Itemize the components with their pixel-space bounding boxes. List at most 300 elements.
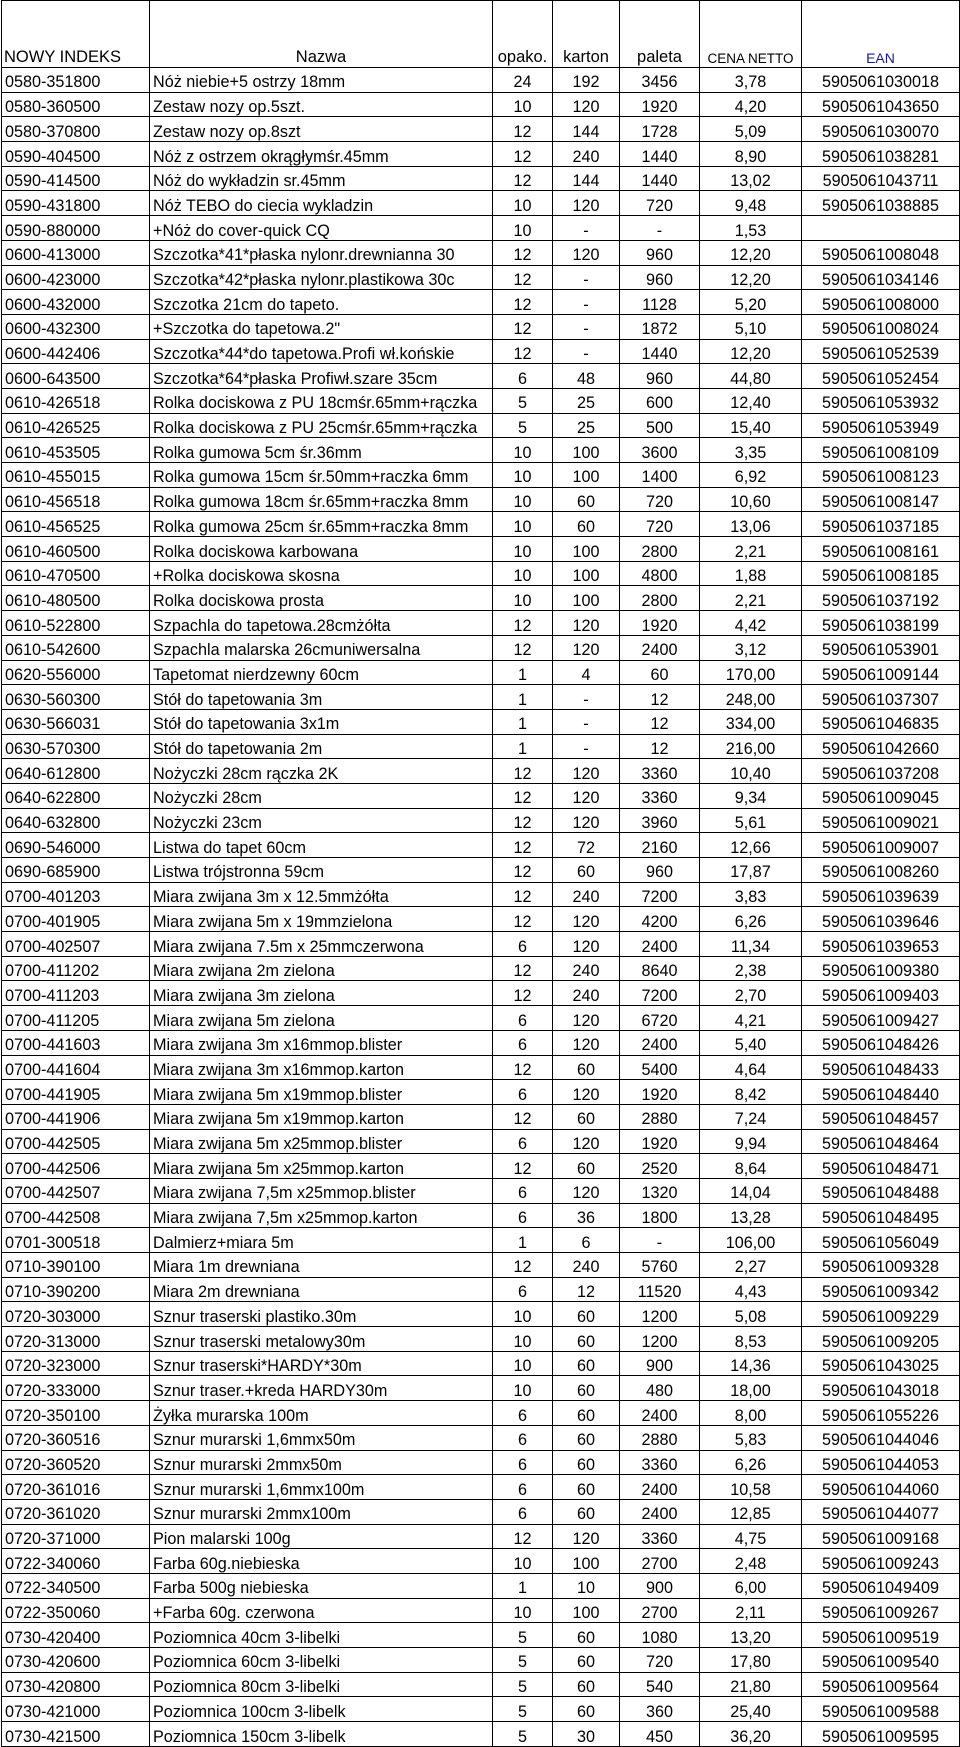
cell-index: 0730-420800 (2, 1672, 150, 1697)
cell-price: 8,42 (700, 1080, 802, 1105)
cell-pallet: 4800 (620, 561, 700, 586)
cell-carton: - (553, 290, 620, 315)
cell-ean: 5905061048495 (802, 1203, 960, 1228)
table-row (2, 734, 960, 759)
cell-pack: 12 (493, 1104, 553, 1129)
cell-carton: 4 (553, 660, 620, 685)
cell-pack: 5 (493, 1697, 553, 1722)
cell-index: 0720-361020 (2, 1499, 150, 1524)
table-row (2, 561, 960, 586)
cell-ean: 5905061009328 (802, 1253, 960, 1278)
table-row (2, 438, 960, 463)
cell-pallet: 3456 (620, 68, 700, 93)
cell-price: 15,40 (700, 413, 802, 438)
table-row (2, 685, 960, 710)
cell-index: 0700-442508 (2, 1203, 150, 1228)
cell-carton: - (553, 709, 620, 734)
cell-pack: 1 (493, 734, 553, 759)
cell-index: 0730-421000 (2, 1697, 150, 1722)
header-name: Nazwa (150, 1, 493, 68)
cell-carton: - (553, 216, 620, 241)
cell-price: 12,85 (700, 1499, 802, 1524)
cell-name: Nóż niebie+5 ostrzy 18mm (150, 68, 493, 93)
cell-ean: 5905061037185 (802, 512, 960, 537)
cell-pallet: 960 (620, 858, 700, 883)
cell-carton: 12 (553, 1277, 620, 1302)
cell-index: 0710-390200 (2, 1277, 150, 1302)
table-row (2, 709, 960, 734)
cell-pack: 12 (493, 759, 553, 784)
cell-pallet: 1920 (620, 1129, 700, 1154)
cell-pallet: 1128 (620, 290, 700, 315)
cell-pallet: 2700 (620, 1549, 700, 1574)
table-row (2, 1376, 960, 1401)
cell-ean: 5905061008024 (802, 314, 960, 339)
cell-ean: 5905061044077 (802, 1499, 960, 1524)
cell-index: 0722-340500 (2, 1573, 150, 1598)
header-pallet: paleta (620, 1, 700, 68)
cell-price: 10,58 (700, 1475, 802, 1500)
cell-ean: 5905061048464 (802, 1129, 960, 1154)
cell-pack: 1 (493, 709, 553, 734)
cell-index: 0610-456525 (2, 512, 150, 537)
cell-carton: - (553, 734, 620, 759)
cell-name: Rolka dociskowa prosta (150, 586, 493, 611)
cell-index: 0720-360516 (2, 1425, 150, 1450)
cell-index: 0720-361016 (2, 1475, 150, 1500)
cell-name: Miara zwijana 3m x16mmop.blister (150, 1030, 493, 1055)
cell-price: 18,00 (700, 1376, 802, 1401)
cell-pack: 10 (493, 191, 553, 216)
cell-index: 0610-522800 (2, 611, 150, 636)
cell-pallet: 1320 (620, 1178, 700, 1203)
cell-ean: 5905061009564 (802, 1672, 960, 1697)
cell-name: Miara zwijana 5m x19mmop.karton (150, 1104, 493, 1129)
cell-pallet: 2800 (620, 537, 700, 562)
table-row (2, 1672, 960, 1697)
cell-name: Szczotka 21cm do tapeto. (150, 290, 493, 315)
cell-ean: 5905061009007 (802, 833, 960, 858)
cell-ean: 5905061037192 (802, 586, 960, 611)
cell-index: 0600-432300 (2, 314, 150, 339)
table-row (2, 512, 960, 537)
cell-ean: 5905061053901 (802, 635, 960, 660)
cell-price: 3,83 (700, 882, 802, 907)
cell-pack: 10 (493, 1351, 553, 1376)
cell-ean: 5905061030018 (802, 68, 960, 93)
table-row (2, 487, 960, 512)
cell-price: 12,20 (700, 265, 802, 290)
cell-index: 0600-442406 (2, 339, 150, 364)
cell-name: Farba 500g niebieska (150, 1573, 493, 1598)
cell-carton: 60 (553, 1475, 620, 1500)
table-row (2, 1302, 960, 1327)
cell-pallet: 1080 (620, 1623, 700, 1648)
cell-ean: 5905061008123 (802, 463, 960, 488)
cell-ean: 5905061008185 (802, 561, 960, 586)
cell-name: Szczotka*42*płaska nylonr.plastikowa 30c (150, 265, 493, 290)
cell-name: Poziomnica 150cm 3-libelk (150, 1722, 493, 1747)
cell-pack: 12 (493, 1055, 553, 1080)
cell-pack: 12 (493, 907, 553, 932)
cell-index: 0610-455015 (2, 463, 150, 488)
cell-name: Nożyczki 28cm rączka 2K (150, 759, 493, 784)
cell-name: Miara zwijana 5m zielona (150, 1006, 493, 1031)
header-price: CENA NETTO (700, 1, 802, 68)
cell-pallet: 5760 (620, 1253, 700, 1278)
cell-name: Dalmierz+miara 5m (150, 1228, 493, 1253)
cell-carton: - (553, 339, 620, 364)
cell-carton: 6 (553, 1228, 620, 1253)
cell-pallet: 3360 (620, 759, 700, 784)
cell-pack: 6 (493, 1203, 553, 1228)
cell-carton: 60 (553, 1376, 620, 1401)
cell-price: 5,40 (700, 1030, 802, 1055)
cell-pallet: 2880 (620, 1425, 700, 1450)
cell-name: Miara zwijana 5m x25mmop.karton (150, 1154, 493, 1179)
cell-carton: 120 (553, 759, 620, 784)
cell-pallet: 12 (620, 709, 700, 734)
cell-pack: 10 (493, 1549, 553, 1574)
cell-index: 0600-643500 (2, 364, 150, 389)
cell-pack: 6 (493, 1401, 553, 1426)
cell-price: 9,34 (700, 783, 802, 808)
cell-pack: 10 (493, 463, 553, 488)
cell-price: 5,83 (700, 1425, 802, 1450)
cell-index: 0630-560300 (2, 685, 150, 710)
cell-index: 0590-431800 (2, 191, 150, 216)
cell-price: 2,48 (700, 1549, 802, 1574)
cell-name: Nożyczki 23cm (150, 808, 493, 833)
cell-pallet: 3360 (620, 1524, 700, 1549)
cell-carton: 120 (553, 1080, 620, 1105)
table-row (2, 290, 960, 315)
cell-index: 0720-323000 (2, 1351, 150, 1376)
cell-pallet: 6720 (620, 1006, 700, 1031)
cell-price: 17,80 (700, 1648, 802, 1673)
table-row (2, 981, 960, 1006)
cell-ean: 5905061048440 (802, 1080, 960, 1105)
cell-pack: 12 (493, 1154, 553, 1179)
cell-price: 36,20 (700, 1722, 802, 1747)
cell-index: 0600-432000 (2, 290, 150, 315)
cell-carton: 48 (553, 364, 620, 389)
cell-name: Nożyczki 28cm (150, 783, 493, 808)
cell-index: 0700-411203 (2, 981, 150, 1006)
cell-name: Sznur traser.+kreda HARDY30m (150, 1376, 493, 1401)
cell-pallet: 720 (620, 191, 700, 216)
cell-pallet: 1440 (620, 142, 700, 167)
cell-carton: 100 (553, 1598, 620, 1623)
cell-pallet: 720 (620, 487, 700, 512)
cell-index: 0720-360520 (2, 1450, 150, 1475)
cell-index: 0722-340060 (2, 1549, 150, 1574)
cell-index: 0590-880000 (2, 216, 150, 241)
cell-pallet: 900 (620, 1573, 700, 1598)
cell-price: 13,06 (700, 512, 802, 537)
cell-ean: 5905061008161 (802, 537, 960, 562)
cell-pack: 10 (493, 487, 553, 512)
table-body (2, 68, 960, 1747)
cell-pallet: 960 (620, 364, 700, 389)
cell-carton: 120 (553, 635, 620, 660)
cell-pallet: 2800 (620, 586, 700, 611)
table-row (2, 1598, 960, 1623)
cell-index: 0720-333000 (2, 1376, 150, 1401)
cell-name: Rolka gumowa 5cm śr.36mm (150, 438, 493, 463)
cell-ean (802, 216, 960, 241)
cell-ean: 5905061009380 (802, 956, 960, 981)
cell-ean: 5905061056049 (802, 1228, 960, 1253)
cell-price: 1,53 (700, 216, 802, 241)
cell-price: 13,28 (700, 1203, 802, 1228)
cell-carton: 100 (553, 463, 620, 488)
cell-pallet: - (620, 216, 700, 241)
cell-carton: 240 (553, 882, 620, 907)
cell-pack: 5 (493, 413, 553, 438)
cell-price: 216,00 (700, 734, 802, 759)
cell-price: 4,43 (700, 1277, 802, 1302)
cell-index: 0730-420400 (2, 1623, 150, 1648)
table-row (2, 1055, 960, 1080)
cell-pack: 10 (493, 561, 553, 586)
cell-price: 44,80 (700, 364, 802, 389)
cell-index: 0700-411205 (2, 1006, 150, 1031)
cell-price: 5,08 (700, 1302, 802, 1327)
cell-pack: 6 (493, 1080, 553, 1105)
cell-price: 4,21 (700, 1006, 802, 1031)
cell-price: 25,40 (700, 1697, 802, 1722)
cell-pack: 6 (493, 1425, 553, 1450)
cell-carton: 100 (553, 537, 620, 562)
cell-name: Rolka dociskowa z PU 25cmśr.65mm+rączka (150, 413, 493, 438)
cell-name: Pion malarski 100g (150, 1524, 493, 1549)
cell-index: 0700-401905 (2, 907, 150, 932)
cell-price: 4,64 (700, 1055, 802, 1080)
table-row (2, 1524, 960, 1549)
cell-pack: 5 (493, 1672, 553, 1697)
cell-carton: 60 (553, 1154, 620, 1179)
cell-price: 7,24 (700, 1104, 802, 1129)
cell-pack: 5 (493, 1648, 553, 1673)
cell-carton: 36 (553, 1203, 620, 1228)
cell-index: 0700-441906 (2, 1104, 150, 1129)
cell-pack: 12 (493, 808, 553, 833)
table-row (2, 1253, 960, 1278)
cell-price: 248,00 (700, 685, 802, 710)
cell-pack: 5 (493, 1623, 553, 1648)
cell-pallet: 5400 (620, 1055, 700, 1080)
cell-carton: - (553, 685, 620, 710)
table-row (2, 1178, 960, 1203)
cell-price: 6,92 (700, 463, 802, 488)
table-row (2, 1277, 960, 1302)
cell-price: 106,00 (700, 1228, 802, 1253)
cell-pack: 10 (493, 438, 553, 463)
cell-name: Sznur traserski plastiko.30m (150, 1302, 493, 1327)
cell-carton: 120 (553, 92, 620, 117)
table-row (2, 1475, 960, 1500)
cell-price: 6,26 (700, 907, 802, 932)
cell-carton: 60 (553, 1401, 620, 1426)
cell-ean: 5905061048471 (802, 1154, 960, 1179)
table-row (2, 1499, 960, 1524)
cell-pallet: 12 (620, 734, 700, 759)
table-row (2, 1327, 960, 1352)
table-row (2, 1401, 960, 1426)
cell-pack: 1 (493, 660, 553, 685)
cell-pack: 12 (493, 1253, 553, 1278)
cell-pack: 10 (493, 537, 553, 562)
cell-pallet: 720 (620, 512, 700, 537)
cell-carton: 144 (553, 166, 620, 191)
cell-price: 170,00 (700, 660, 802, 685)
table-row (2, 586, 960, 611)
cell-index: 0580-360500 (2, 92, 150, 117)
table-row (2, 314, 960, 339)
cell-pack: 12 (493, 265, 553, 290)
cell-index: 0610-426525 (2, 413, 150, 438)
table-row (2, 1203, 960, 1228)
cell-pack: 10 (493, 1302, 553, 1327)
cell-ean: 5905061048426 (802, 1030, 960, 1055)
cell-index: 0580-370800 (2, 117, 150, 142)
cell-ean: 5905061043711 (802, 166, 960, 191)
cell-name: Szczotka*64*płaska Profiwł.szare 35cm (150, 364, 493, 389)
cell-name: Miara zwijana 3m x 12.5mmżółta (150, 882, 493, 907)
cell-ean: 5905061009588 (802, 1697, 960, 1722)
cell-ean: 5905061039639 (802, 882, 960, 907)
cell-pallet: 11520 (620, 1277, 700, 1302)
cell-ean: 5905061043018 (802, 1376, 960, 1401)
cell-index: 0610-456518 (2, 487, 150, 512)
cell-pallet: 1800 (620, 1203, 700, 1228)
cell-carton: 120 (553, 783, 620, 808)
cell-name: Rolka gumowa 18cm śr.65mm+raczka 8mm (150, 487, 493, 512)
cell-ean: 5905061038199 (802, 611, 960, 636)
cell-ean: 5905061009045 (802, 783, 960, 808)
cell-index: 0700-402507 (2, 932, 150, 957)
cell-ean: 5905061038885 (802, 191, 960, 216)
cell-pallet: 1400 (620, 463, 700, 488)
cell-ean: 5905061009144 (802, 660, 960, 685)
table-row (2, 1573, 960, 1598)
cell-pallet: 4200 (620, 907, 700, 932)
cell-price: 5,10 (700, 314, 802, 339)
cell-ean: 5905061048433 (802, 1055, 960, 1080)
cell-pallet: 2400 (620, 1499, 700, 1524)
cell-name: Poziomnica 40cm 3-libelki (150, 1623, 493, 1648)
cell-carton: 120 (553, 240, 620, 265)
cell-ean: 5905061039653 (802, 932, 960, 957)
cell-pack: 12 (493, 956, 553, 981)
cell-pallet: 450 (620, 1722, 700, 1747)
cell-pack: 12 (493, 166, 553, 191)
cell-price: 12,66 (700, 833, 802, 858)
table-row (2, 1080, 960, 1105)
cell-carton: 60 (553, 1672, 620, 1697)
cell-pack: 12 (493, 339, 553, 364)
cell-price: 5,61 (700, 808, 802, 833)
cell-name: Sznur murarski 1,6mmx50m (150, 1425, 493, 1450)
cell-index: 0610-460500 (2, 537, 150, 562)
table-row (2, 166, 960, 191)
cell-pallet: 900 (620, 1351, 700, 1376)
cell-index: 0610-480500 (2, 586, 150, 611)
cell-index: 0630-570300 (2, 734, 150, 759)
table-row (2, 388, 960, 413)
cell-index: 0722-350060 (2, 1598, 150, 1623)
cell-pack: 6 (493, 1178, 553, 1203)
cell-ean: 5905061008109 (802, 438, 960, 463)
table-row (2, 1648, 960, 1673)
cell-ean: 5905061008147 (802, 487, 960, 512)
cell-pallet: 480 (620, 1376, 700, 1401)
table-row (2, 660, 960, 685)
cell-pack: 6 (493, 1006, 553, 1031)
cell-pack: 12 (493, 142, 553, 167)
cell-carton: 240 (553, 1253, 620, 1278)
cell-price: 1,88 (700, 561, 802, 586)
cell-ean: 5905061043650 (802, 92, 960, 117)
cell-pack: 12 (493, 833, 553, 858)
cell-price: 2,27 (700, 1253, 802, 1278)
cell-pallet: 2880 (620, 1104, 700, 1129)
cell-carton: 120 (553, 808, 620, 833)
table-row (2, 635, 960, 660)
table-row (2, 783, 960, 808)
cell-price: 5,20 (700, 290, 802, 315)
cell-pallet: - (620, 1228, 700, 1253)
cell-name: Nóż do wykładzin sr.45mm (150, 166, 493, 191)
cell-pallet: 360 (620, 1697, 700, 1722)
cell-name: Szczotka*41*płaska nylonr.drewnianna 30 (150, 240, 493, 265)
cell-pallet: 3600 (620, 438, 700, 463)
table-row (2, 882, 960, 907)
cell-ean: 5905061048488 (802, 1178, 960, 1203)
cell-price: 12,40 (700, 388, 802, 413)
cell-pack: 6 (493, 932, 553, 957)
cell-name: Szpachla malarska 26cmuniwersalna (150, 635, 493, 660)
cell-name: +Szczotka do tapetowa.2" (150, 314, 493, 339)
cell-name: Poziomnica 80cm 3-libelki (150, 1672, 493, 1697)
cell-pack: 10 (493, 1598, 553, 1623)
cell-ean: 5905061009168 (802, 1524, 960, 1549)
cell-price: 4,75 (700, 1524, 802, 1549)
cell-pallet: 540 (620, 1672, 700, 1697)
cell-index: 0700-401203 (2, 882, 150, 907)
cell-pack: 6 (493, 364, 553, 389)
table-row (2, 808, 960, 833)
cell-name: Rolka dociskowa karbowana (150, 537, 493, 562)
cell-index: 0610-470500 (2, 561, 150, 586)
cell-index: 0720-303000 (2, 1302, 150, 1327)
cell-name: Rolka gumowa 25cm śr.65mm+raczka 8mm (150, 512, 493, 537)
header-ean: EAN (802, 1, 960, 68)
cell-price: 2,70 (700, 981, 802, 1006)
cell-pack: 12 (493, 117, 553, 142)
cell-carton: 120 (553, 1129, 620, 1154)
cell-index: 0701-300518 (2, 1228, 150, 1253)
price-list-table (1, 0, 960, 1747)
cell-pack: 10 (493, 586, 553, 611)
cell-price: 9,48 (700, 191, 802, 216)
cell-pack: 12 (493, 1524, 553, 1549)
cell-index: 0610-426518 (2, 388, 150, 413)
cell-carton: 120 (553, 191, 620, 216)
cell-carton: 60 (553, 1351, 620, 1376)
cell-index: 0700-411202 (2, 956, 150, 981)
